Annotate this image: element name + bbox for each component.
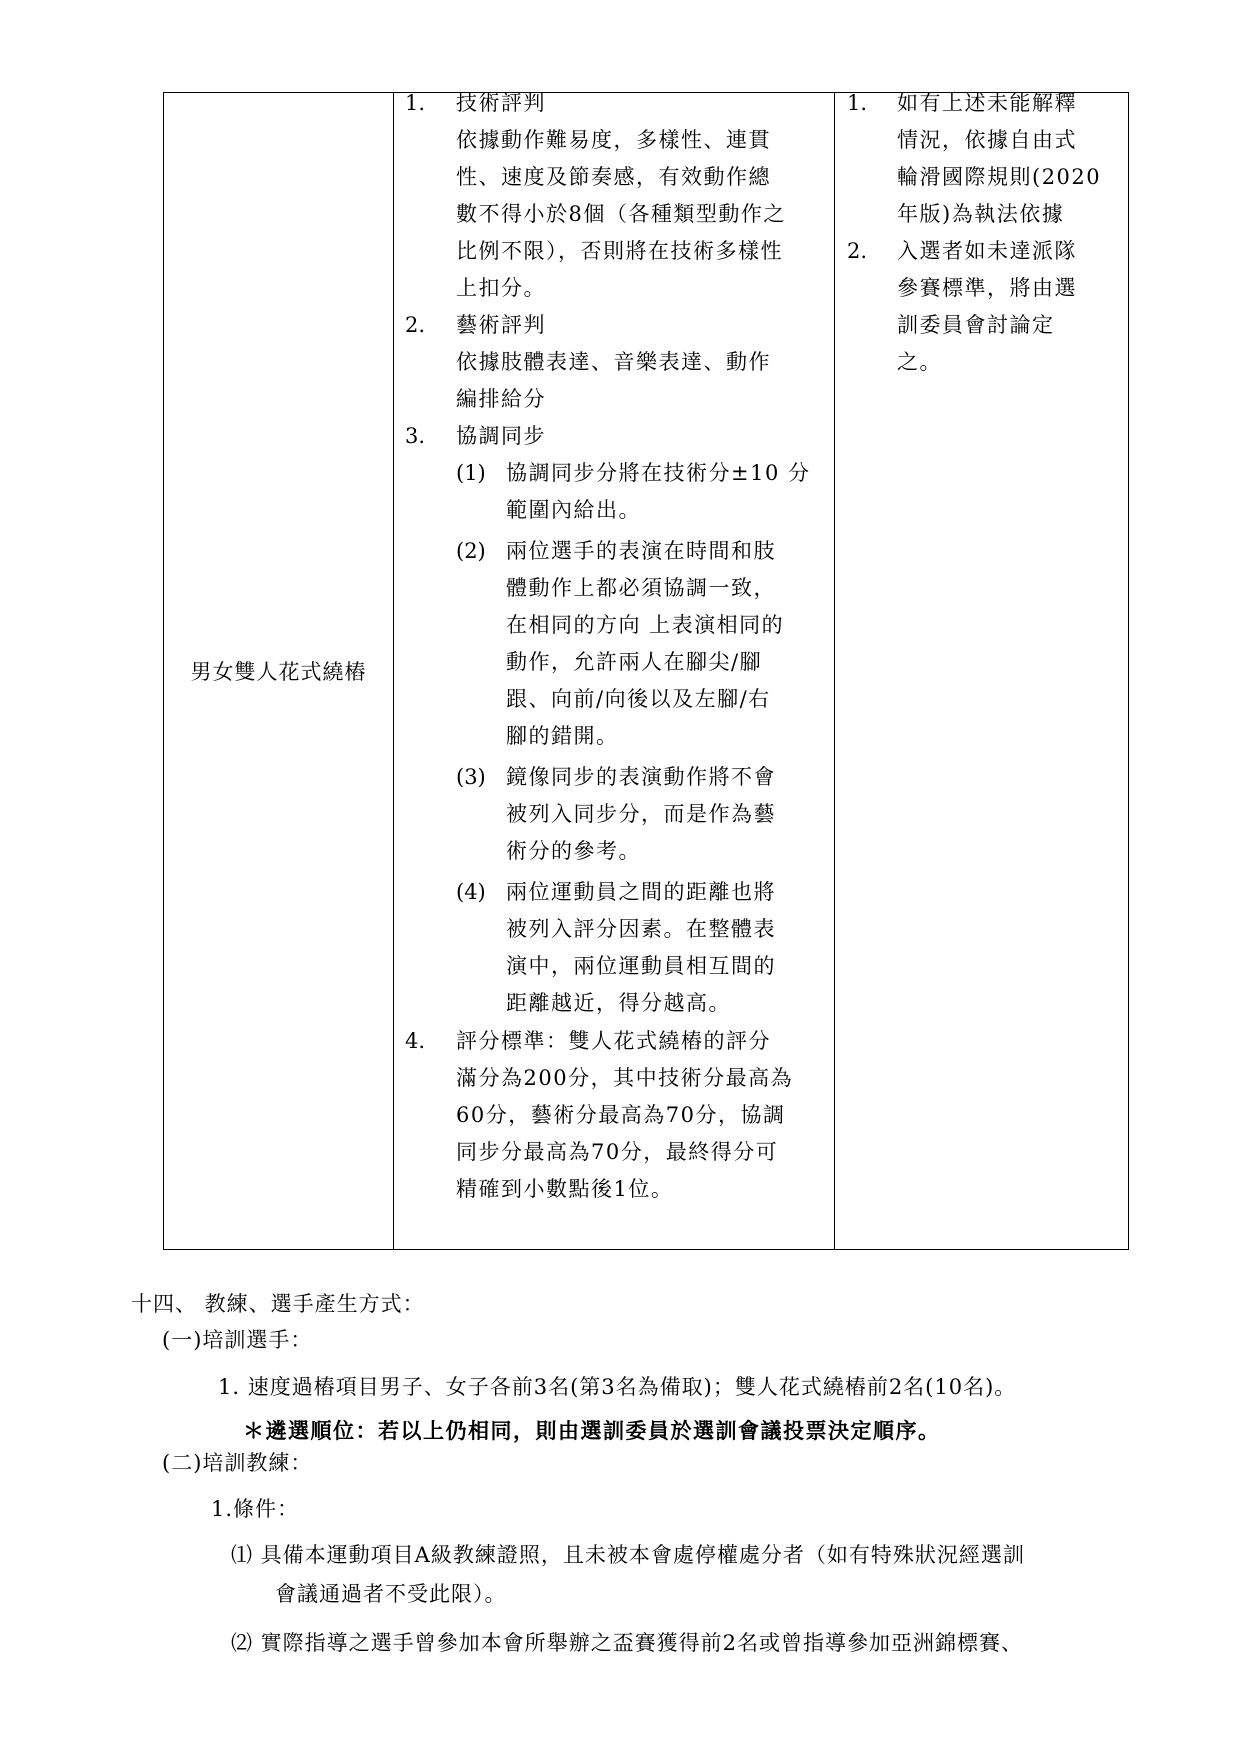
list-item: 1. 速度過樁項目男子、女子各前3名(第3名為備取)；雙人花式繞樁前2名(10名)。 — [218, 1375, 1017, 1399]
rule-title: 技術評判 — [456, 91, 546, 115]
condition-item: ⑴ 具備本運動項目A級教練證照，且未被本會處停權處分者（如有特殊狀況經選訓 — [231, 1543, 1025, 1567]
sub-text: 兩位選手的表演在時間和肢 — [506, 539, 776, 563]
rule-number: 3. — [405, 424, 426, 448]
rule-text: 數不得小於8個（各種類型動作之 — [456, 202, 786, 226]
event-name: 男女雙人花式繞樁 — [190, 660, 367, 684]
note-number: 2. — [847, 239, 868, 263]
note-text: 如有上述未能解釋 — [897, 91, 1077, 115]
note-text: 之。 — [897, 350, 942, 374]
sub-text: 協調同步分將在技術分±10 分 — [506, 461, 811, 485]
sub-text: 被列入同步分，而是作為藝 — [506, 802, 776, 826]
rule-text: 60分，藝術分最高為70分，協調 — [456, 1103, 786, 1127]
rule-number: 4. — [405, 1029, 426, 1053]
note-text: 輪滑國際規則(2020 — [897, 165, 1102, 189]
rule-text: 上扣分。 — [456, 276, 546, 300]
notes-cell — [835, 93, 1128, 1249]
sub-number: (4) — [456, 880, 486, 904]
sub-text: 術分的參考。 — [506, 839, 641, 863]
rule-text: 評分標準：雙人花式繞樁的評分 — [456, 1029, 771, 1053]
sub-text: 兩位運動員之間的距離也將 — [506, 880, 776, 904]
note-text: 年版)為執法依據 — [897, 202, 1065, 226]
rule-title: 藝術評判 — [456, 313, 546, 337]
selection-order-note: ＊遴選順位：若以上仍相同，則由選訓委員於選訓會議投票決定順序。 — [243, 1418, 941, 1443]
condition-item-continued: 會議通過者不受此限）。 — [275, 1582, 507, 1606]
rule-text: 編排給分 — [456, 387, 546, 411]
sub-text: 體動作上都必須協調一致， — [506, 576, 776, 600]
rule-number: 1. — [405, 91, 426, 115]
sub-number: (1) — [456, 461, 486, 485]
rule-text: 精確到小數點後1位。 — [456, 1177, 674, 1201]
sub-number: (3) — [456, 765, 486, 789]
sub-text: 演中，兩位運動員相互間的 — [506, 954, 776, 978]
sub-text: 範圍內給出。 — [506, 498, 641, 522]
section-heading: 十四、 教練、選手產生方式： — [131, 1292, 425, 1316]
conditions-heading: 1.條件： — [211, 1497, 300, 1521]
rule-text: 依據肢體表達、音樂表達、動作 — [456, 350, 771, 374]
condition-item: ⑵ 實際指導之選手曾參加本會所舉辦之盃賽獲得前2名或曾指導參加亞洲錦標賽、 — [231, 1631, 1024, 1655]
rule-title: 協調同步 — [456, 424, 546, 448]
rule-text: 滿分為200分，其中技術分最高為 — [456, 1066, 794, 1090]
note-text: 入選者如未達派隊 — [897, 239, 1077, 263]
note-text: 訓委員會討論定 — [897, 313, 1055, 337]
rules-cell — [394, 93, 834, 1249]
sub-text: 鏡像同步的表演動作將不會 — [506, 765, 776, 789]
note-number: 1. — [847, 91, 868, 115]
sub-text: 距離越近，得分越高。 — [506, 991, 731, 1015]
subsection-heading: (一)培訓選手： — [162, 1328, 313, 1352]
sub-text: 跟、向前/向後以及左腳/右 — [506, 687, 771, 711]
event-name-cell — [164, 93, 393, 1249]
sub-number: (2) — [456, 539, 486, 563]
sub-text: 腳的錯開。 — [506, 724, 619, 748]
rule-text: 性、速度及節奏感，有效動作總 — [456, 165, 771, 189]
rules-table — [163, 92, 1129, 1250]
rule-text: 比例不限），否則將在技術多樣性 — [456, 239, 783, 263]
sub-text: 在相同的方向 上表演相同的 — [506, 613, 785, 637]
sub-text: 被列入評分因素。在整體表 — [506, 917, 776, 941]
sub-text: 動作，允許兩人在腳尖/腳 — [506, 650, 763, 674]
rule-text: 同步分最高為70分，最終得分可 — [456, 1140, 779, 1164]
rule-number: 2. — [405, 313, 426, 337]
note-text: 參賽標準，將由選 — [897, 276, 1077, 300]
note-text: 情況，依據自由式 — [897, 128, 1077, 152]
rule-text: 依據動作難易度，多樣性、連貫 — [456, 128, 771, 152]
subsection-heading: (二)培訓教練： — [162, 1451, 313, 1475]
